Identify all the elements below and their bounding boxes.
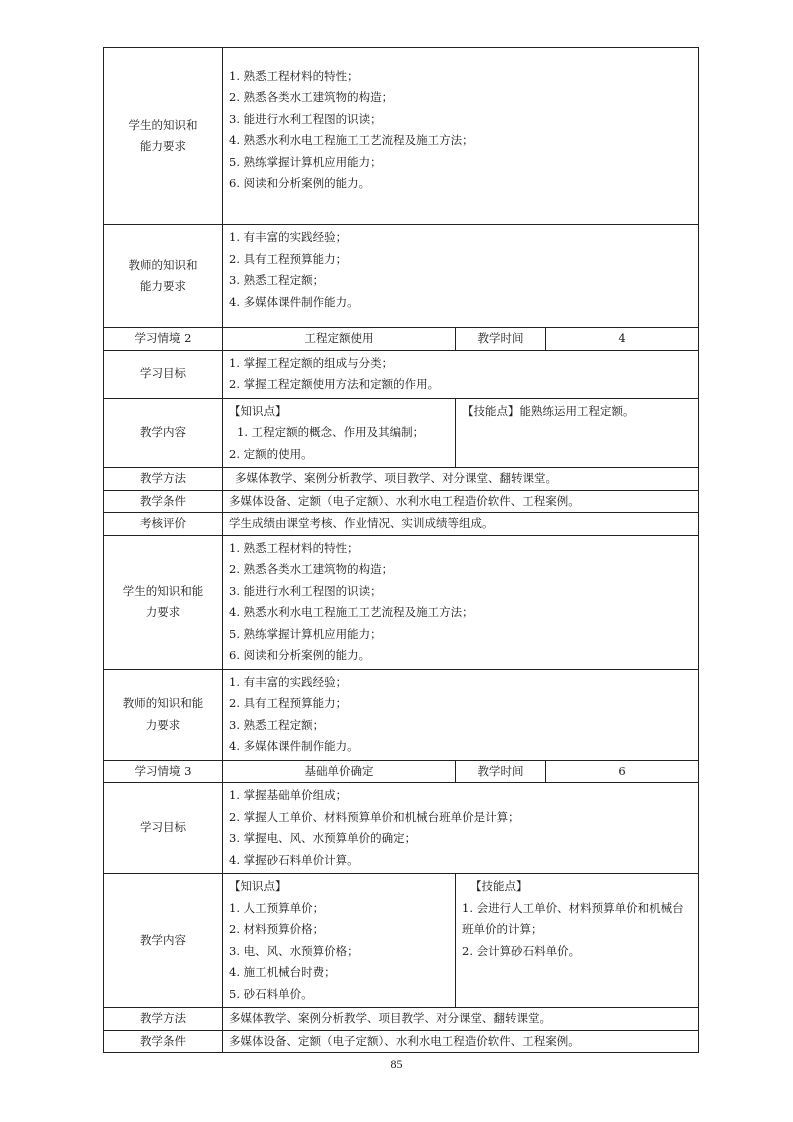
s2-knowledge-item: 2. 定额的使用。: [229, 446, 313, 461]
list-item: 1. 有丰富的实践经验；: [229, 230, 348, 244]
s3-conditions-value: 多媒体设备、定额（电子定额）、水利水电工程造价软件、工程案例。: [223, 1030, 699, 1053]
list-item: 1. 会进行人工单价、材料预算单价和机械台: [462, 900, 684, 915]
s3-conditions-row: [104, 1030, 699, 1053]
s3-knowledge-cell: [223, 874, 456, 1008]
s3-title: 基础单价确定: [223, 760, 456, 783]
s2-student-list: [229, 536, 692, 669]
list-item: 3. 电、风、水预算价格；: [229, 943, 359, 958]
s3-goals-list: [229, 783, 692, 873]
list-item: 1. 人工预算单价；: [229, 900, 325, 915]
s2-teacher-label: 教师的知识和能 力要求: [104, 669, 223, 760]
s2-teacher-row: [104, 669, 699, 760]
s2-knowledge-cell: [223, 398, 456, 468]
list-item: 5. 熟练掌握计算机应用能力；: [229, 626, 382, 641]
list-item: 3. 熟悉工程定额；: [229, 273, 325, 287]
s1-student-label: 学生的知识和 能力要求: [104, 48, 223, 225]
s3-time-label: 教学时间: [456, 760, 546, 783]
list-item: 3. 能进行水利工程图的识读；: [229, 111, 382, 126]
s2-conditions-value: 多媒体设备、定额（电子定额）、水利水电工程造价软件、工程案例。: [223, 490, 699, 513]
s1-teacher-row: [104, 225, 699, 328]
s2-teacher-list: [229, 670, 692, 760]
s1-teacher-content: [223, 225, 699, 328]
s3-content-row: [104, 874, 699, 1008]
list-item: 班单价的计算；: [462, 922, 543, 936]
list-item: 2. 掌握工程定额使用方法和定额的作用。: [229, 377, 440, 391]
curriculum-table-page: [103, 47, 698, 1053]
s2-conditions-row: [104, 490, 699, 513]
list-item: 4. 多媒体课件制作能力。: [229, 294, 359, 309]
s2-time-value: 4: [546, 328, 699, 351]
list-item: 2. 材料预算价格；: [229, 922, 325, 936]
list-item: 6. 阅读和分析案例的能力。: [229, 648, 371, 662]
s3-goals-content: [223, 783, 699, 874]
list-item: 3. 熟悉工程定额；: [229, 717, 325, 732]
s3-knowledge-list: [229, 898, 449, 1006]
list-item: 2. 具有工程预算能力；: [229, 696, 348, 710]
list-item: 6. 阅读和分析案例的能力。: [229, 176, 371, 190]
s1-teacher-list: [229, 225, 692, 327]
list-item: 2. 会计算砂石料单价。: [462, 943, 581, 958]
s2-goals-list: [229, 351, 692, 398]
s1-student-row: [104, 48, 699, 225]
s3-skill-title: 【技能点】: [470, 879, 528, 893]
s3-knowledge-title: 【知识点】: [229, 879, 287, 893]
list-item: 3. 能进行水利工程图的识读；: [229, 583, 382, 598]
s2-method-label: 教学方法: [104, 468, 223, 491]
list-item: 2. 熟悉各类水工建筑物的构造；: [229, 90, 394, 104]
s1-student-list: [229, 64, 692, 209]
s2-situation-label: 学习情境 2: [104, 328, 223, 351]
s2-method-row: [104, 468, 699, 491]
s2-goals-content: [223, 350, 699, 398]
s2-assessment-value: 学生成绩由课堂考核、作业情况、实训成绩等组成。: [223, 513, 699, 536]
list-item: 1. 熟悉工程材料的特性；: [229, 540, 359, 555]
s1-student-content: [223, 48, 699, 225]
s3-time-value: 6: [546, 760, 699, 783]
page-number: 85: [390, 1057, 403, 1071]
list-item: 5. 砂石料单价。: [229, 986, 313, 1001]
s2-content-label: 教学内容: [104, 398, 223, 468]
s3-content-label: 教学内容: [104, 874, 223, 1008]
list-item: 1. 有丰富的实践经验；: [229, 674, 348, 689]
s2-student-content: [223, 535, 699, 669]
s2-conditions-label: 教学条件: [104, 490, 223, 513]
curriculum-table: [103, 47, 699, 1053]
list-item: 4. 掌握砂石料单价计算。: [229, 852, 359, 867]
list-item: 3. 掌握电、风、水预算单价的确定；: [229, 831, 417, 845]
s3-method-label: 教学方法: [104, 1008, 223, 1031]
list-item: 5. 熟练掌握计算机应用能力；: [229, 154, 382, 169]
list-item: 4. 熟悉水利水电工程施工工艺流程及施工方法；: [229, 605, 474, 619]
list-item: 4. 熟悉水利水电工程施工工艺流程及施工方法；: [229, 133, 474, 147]
s2-student-row: [104, 535, 699, 669]
s2-time-label: 教学时间: [456, 328, 546, 351]
list-item: 1. 掌握基础单价组成；: [229, 788, 348, 802]
s3-skill-list: [462, 898, 692, 963]
s3-method-row: [104, 1008, 699, 1031]
list-item: 4. 多媒体课件制作能力。: [229, 739, 359, 753]
s2-teacher-content: [223, 669, 699, 760]
s3-skill-cell: [456, 874, 699, 1008]
list-item: 1. 掌握工程定额的组成与分类；: [229, 355, 394, 370]
s3-situation-label: 学习情境 3: [104, 760, 223, 783]
s2-skill-text: 【技能点】能熟练运用工程定额。: [462, 403, 635, 418]
s2-assessment-label: 考核评价: [104, 513, 223, 536]
list-item: 1. 熟悉工程材料的特性；: [229, 68, 359, 83]
s2-knowledge-title: 【知识点】: [229, 403, 287, 418]
s3-conditions-label: 教学条件: [104, 1030, 223, 1053]
s1-teacher-label: 教师的知识和 能力要求: [104, 225, 223, 328]
s2-title: 工程定额使用: [223, 328, 456, 351]
list-item: 4. 施工机械台时费；: [229, 965, 336, 979]
s3-header-row: [104, 760, 699, 783]
list-item: 2. 具有工程预算能力；: [229, 251, 348, 266]
s2-student-label: 学生的知识和能 力要求: [104, 535, 223, 669]
list-item: 2. 掌握人工单价、材料预算单价和机械台班单价是计算；: [229, 809, 520, 824]
list-item: 2. 熟悉各类水工建筑物的构造；: [229, 562, 394, 576]
s3-goals-row: [104, 783, 699, 874]
s2-knowledge-item: 1. 工程定额的概念、作用及其编制；: [237, 425, 425, 439]
s2-goals-label: 学习目标: [104, 350, 223, 398]
s3-method-value: 多媒体教学、案例分析教学、项目教学、对分课堂、翻转课堂。: [223, 1008, 699, 1031]
s2-content-row: [104, 398, 699, 468]
s2-assessment-row: [104, 513, 699, 536]
s2-skill-cell: [456, 398, 699, 468]
s2-goals-row: [104, 350, 699, 398]
s3-goals-label: 学习目标: [104, 783, 223, 874]
s2-method-value: 多媒体教学、案例分析教学、项目教学、对分课堂、翻转课堂。: [223, 468, 699, 491]
s2-header-row: [104, 328, 699, 351]
